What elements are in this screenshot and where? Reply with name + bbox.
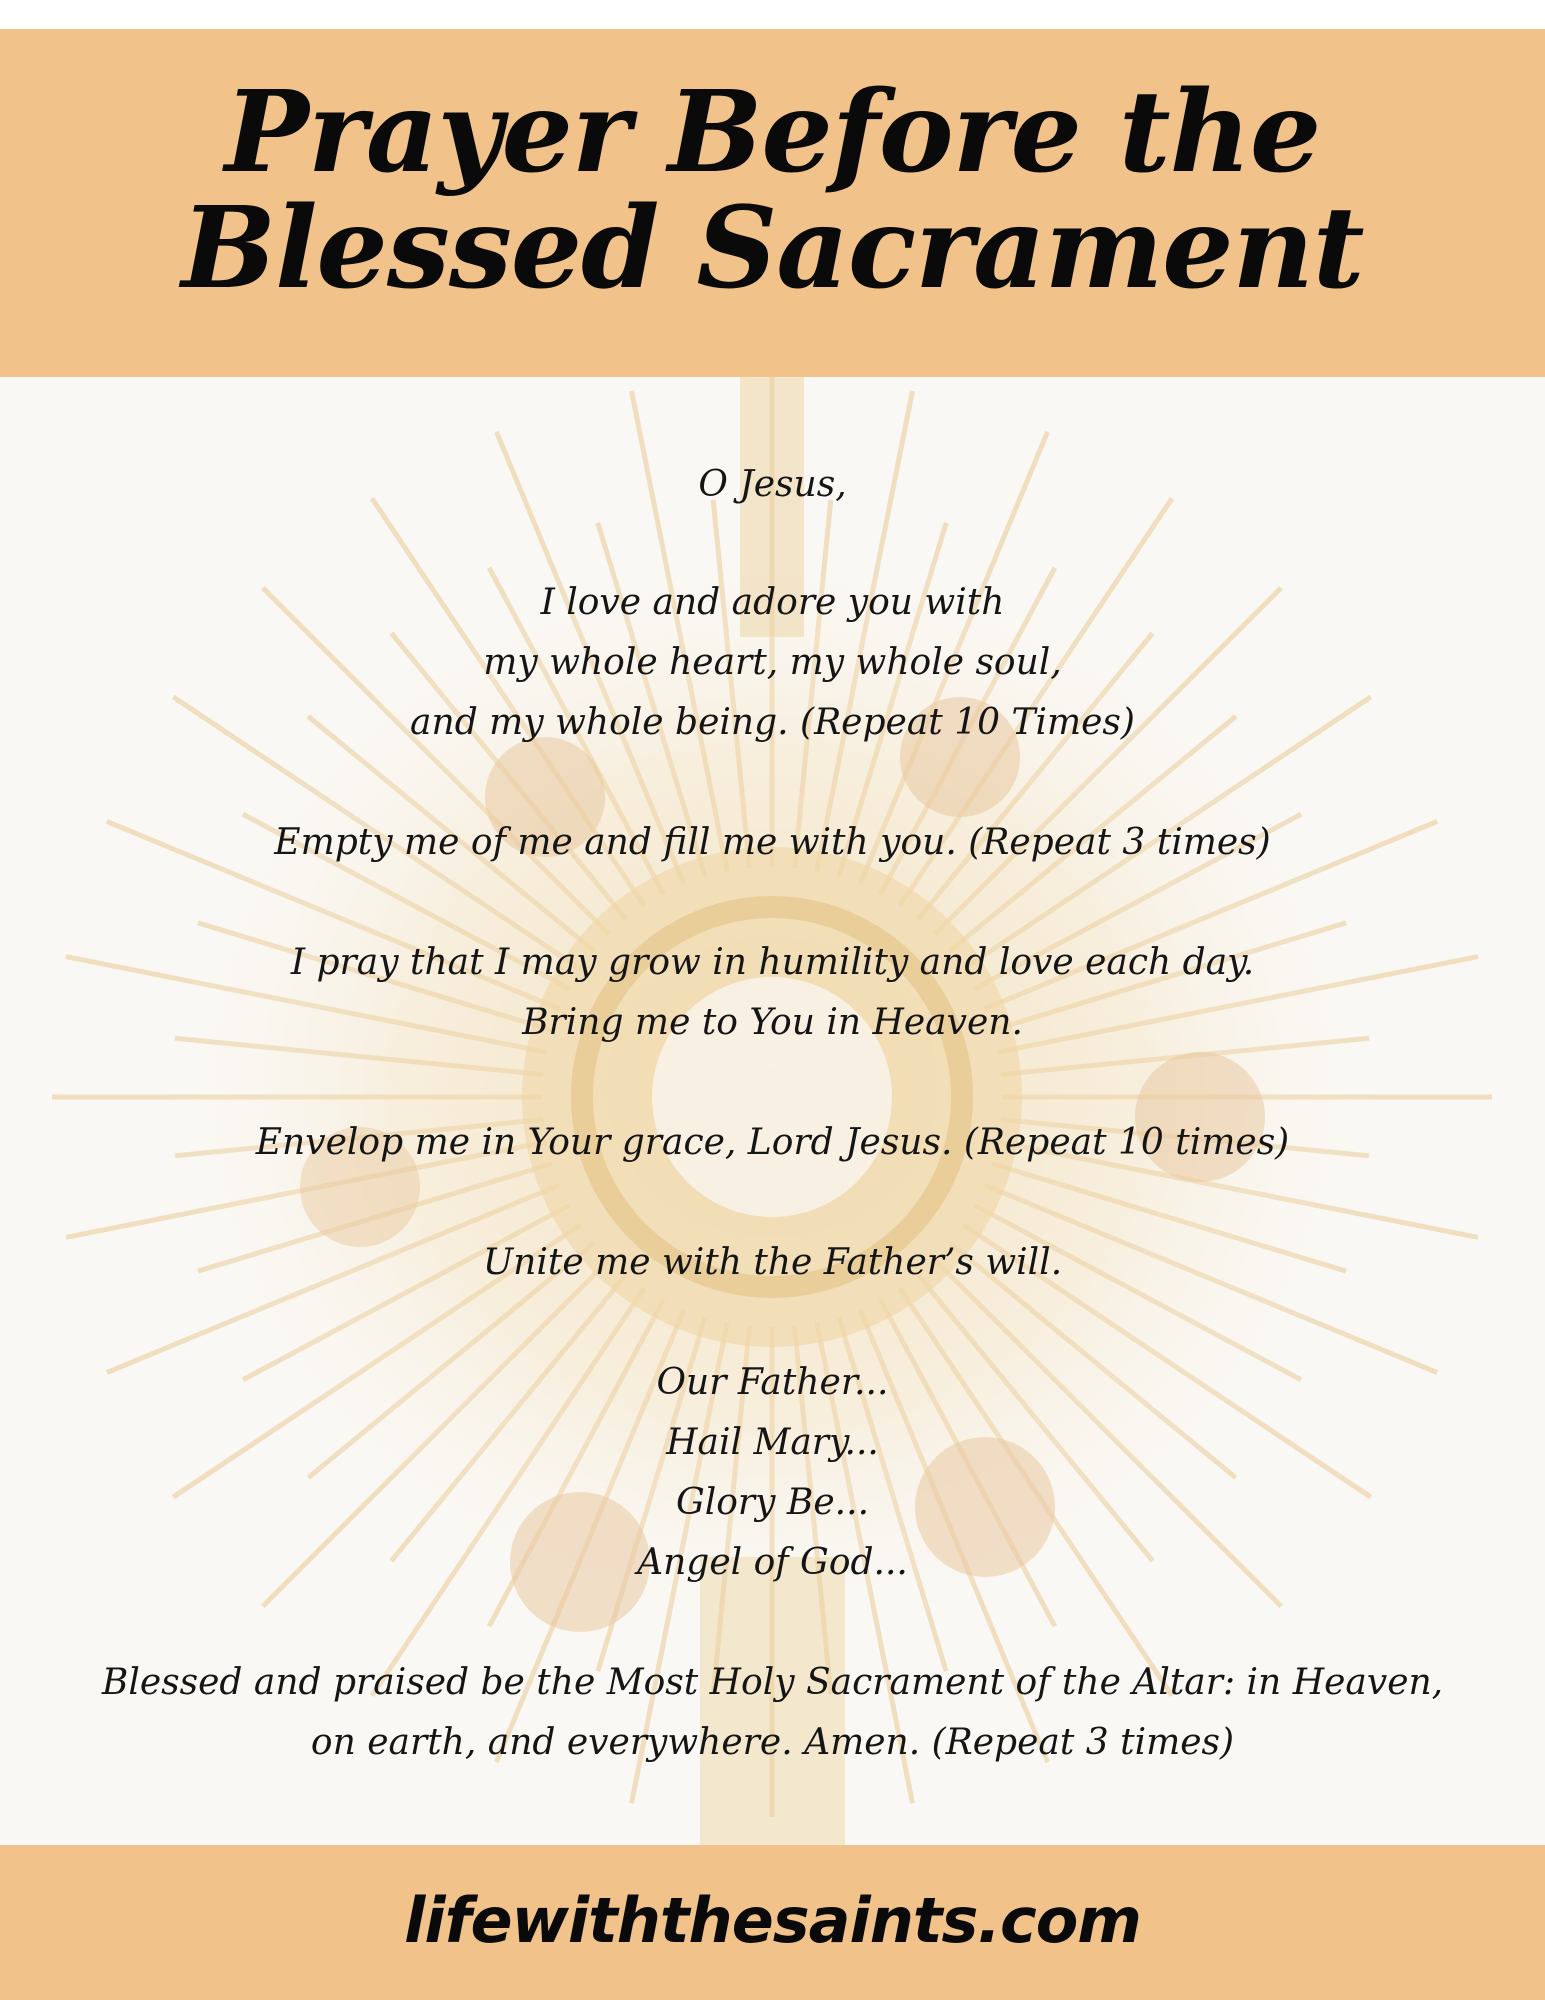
prayer-empty-line: Empty me of me and fill me with you. (Repeat 3 times) xyxy=(274,822,1271,863)
prayer-love-line-3: and my whole being. (Repeat 10 Times) xyxy=(410,702,1135,743)
prayer-content-area xyxy=(0,377,1545,1845)
prayer-unite-line: Unite me with the Father’s will. xyxy=(482,1242,1063,1283)
prayer-love-line-1: I love and adore you with xyxy=(540,582,1005,623)
prayer-angel-of-god: Angel of God... xyxy=(637,1542,908,1583)
prayer-humility-line-1: I pray that I may grow in humility and love each day. xyxy=(290,942,1255,983)
prayer-our-father: Our Father... xyxy=(656,1362,889,1403)
prayer-blessed-line-1: Blessed and praised be the Most Holy Sacrament of the Altar: in Heaven, xyxy=(101,1662,1444,1703)
page-title-line-2: Blessed Sacrament xyxy=(181,183,1364,314)
page-title-line-1: Prayer Before the xyxy=(224,67,1321,198)
prayer-blessed-line-2: on earth, and everywhere. Amen. (Repeat 3 times) xyxy=(310,1722,1235,1763)
prayer-greeting: O Jesus, xyxy=(698,464,847,505)
prayer-hail-mary: Hail Mary... xyxy=(666,1422,879,1463)
prayer-love-line-2: my whole heart, my whole soul, xyxy=(483,642,1062,683)
website-link[interactable]: lifewiththesaints.com xyxy=(404,1884,1141,1957)
prayer-envelop-line: Envelop me in Your grace, Lord Jesus. (Repeat 10 times) xyxy=(255,1122,1290,1163)
prayer-glory-be: Glory Be... xyxy=(675,1482,870,1523)
footer-banner xyxy=(0,1845,1545,2000)
prayer-humility-line-2: Bring me to You in Heaven. xyxy=(522,1002,1023,1043)
